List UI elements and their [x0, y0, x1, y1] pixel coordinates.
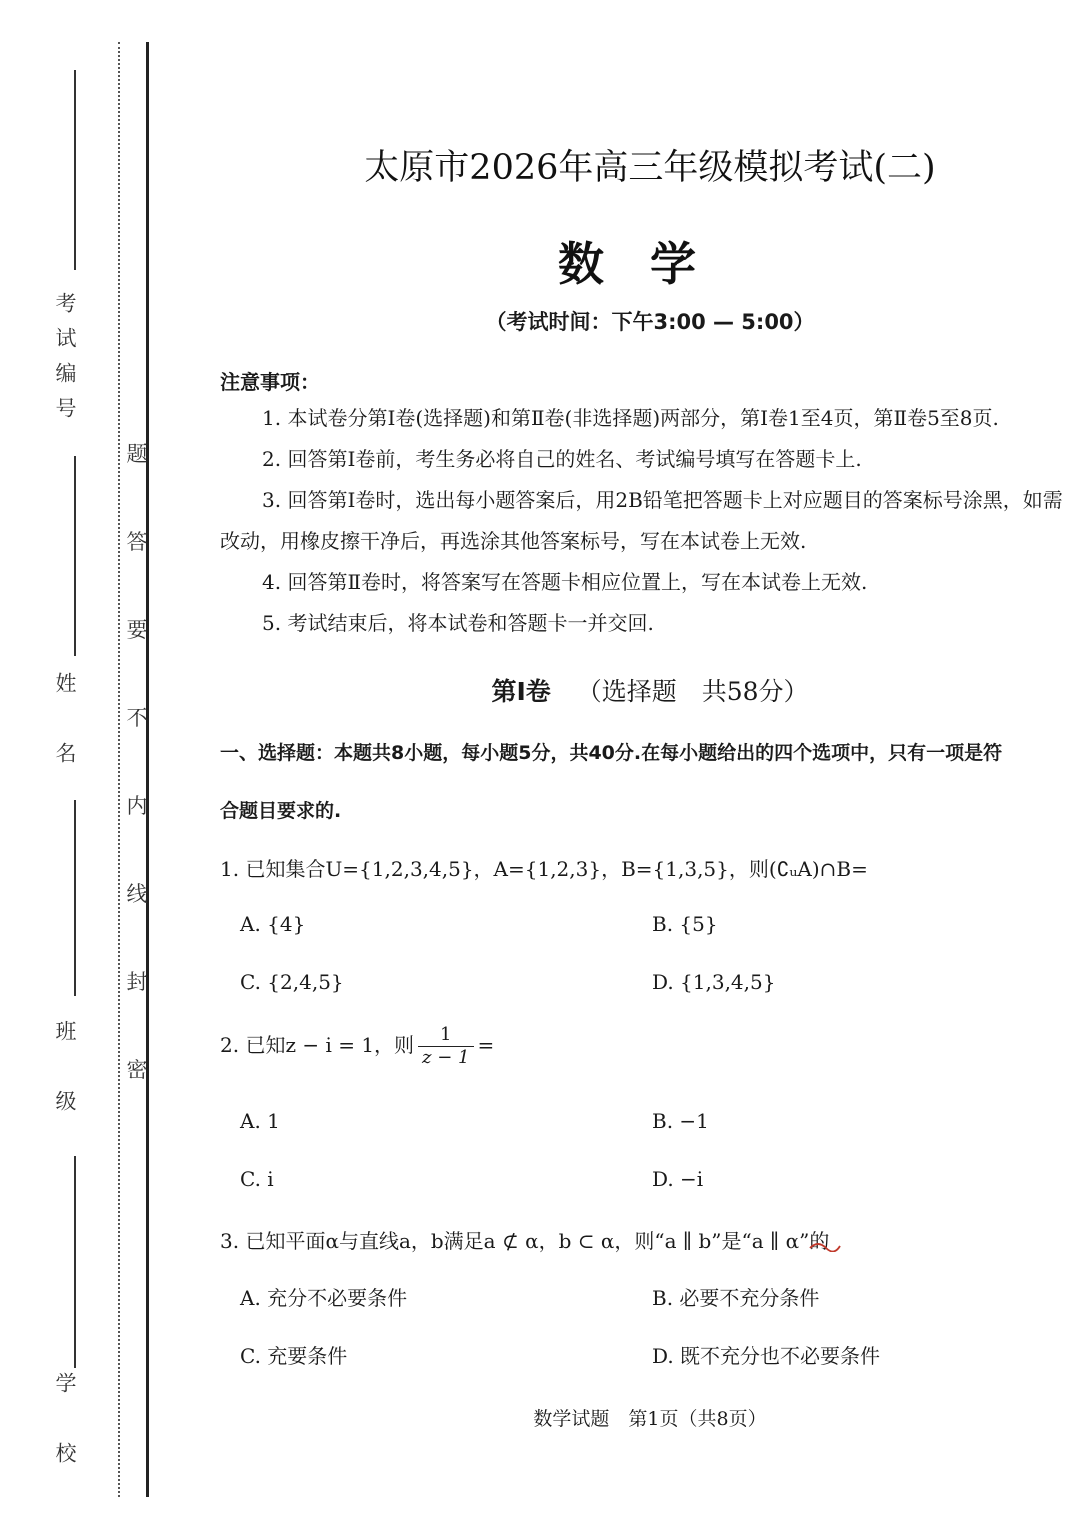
seal-char: 线	[126, 882, 148, 906]
option-d: D. {1,3,4,5}	[652, 970, 776, 994]
part-subtitle: （选择题 共58分）	[576, 677, 809, 706]
seal-char: 要	[126, 618, 148, 642]
question-stem	[220, 1024, 1080, 1069]
option-c: C. 充要条件	[240, 1344, 348, 1368]
option-d: D. −i	[652, 1167, 704, 1191]
class-fill-line	[74, 800, 76, 996]
notice-item: 3. 回答第Ⅰ卷时，选出每小题答案后，用2B铅笔把答题卡上对应题目的答案标号涂黑，如需改动，用橡皮擦干净后，再选涂其他答案标号，写在本试卷上无效.	[220, 488, 1063, 553]
section-intro: 合题目要求的.	[220, 800, 342, 822]
notice-item: 1. 本试卷分第Ⅰ卷(选择题)和第Ⅱ卷(非选择题)两部分，第Ⅰ卷1至4页，第Ⅱ卷5至8页.	[262, 406, 999, 430]
option-a: A. {4}	[240, 912, 306, 936]
page-footer: 数学试题 第1页（共8页）	[533, 1408, 767, 1430]
seal-char: 封	[126, 970, 148, 994]
exam-title: 太原市2026年高三年级模拟考试(二)	[364, 148, 936, 188]
notice-item: 5. 考试结束后，将本试卷和答题卡一并交回.	[262, 611, 654, 635]
exam-number-fill-line	[74, 70, 76, 270]
question-stem-suffix: =	[477, 1033, 495, 1057]
exam-time: （考试时间：下午3:00 — 5:00）	[485, 310, 815, 334]
option-b: B. {5}	[652, 912, 718, 936]
exam-number-label: 考试编号	[53, 292, 77, 432]
notice-heading: 注意事项：	[220, 370, 320, 394]
option-a: A. 充分不必要条件	[240, 1286, 408, 1310]
seal-char: 内	[126, 794, 148, 818]
dotted-cut-line	[118, 42, 120, 1497]
seal-char: 不	[126, 706, 148, 730]
part-label: 第Ⅰ卷	[491, 677, 551, 706]
school-label: 学 校	[53, 1372, 77, 1477]
seal-char: 题	[126, 442, 148, 466]
option-b: B. 必要不充分条件	[652, 1286, 820, 1310]
name-label: 姓 名	[53, 672, 77, 777]
question-stem-prefix: 2. 已知z − i = 1，则	[220, 1033, 415, 1057]
subject-title: 数学	[558, 237, 742, 291]
question-stem: 3. 已知平面α与直线a，b满足a ⊄ α，b ⊂ α，则“a ∥ b”是“a ∥ α”的	[220, 1229, 830, 1253]
option-a: A. 1	[240, 1109, 280, 1133]
binding-border-line	[146, 42, 149, 1497]
seal-char: 密	[126, 1058, 148, 1082]
option-c: C. {2,4,5}	[240, 970, 344, 994]
fraction-numerator: 1	[440, 1024, 452, 1045]
question-stem: 1. 已知集合U={1,2,3,4,5}，A={1,2,3}，B={1,3,5}，则(∁ᵤA)∩B=	[220, 857, 868, 881]
option-b: B. −1	[652, 1109, 709, 1133]
seal-char: 答	[126, 530, 148, 554]
option-d: D. 既不充分也不必要条件	[652, 1344, 881, 1368]
class-label: 班 级	[53, 1020, 77, 1125]
school-fill-line	[74, 1156, 76, 1368]
red-pen-mark	[808, 1236, 842, 1252]
option-c: C. i	[240, 1167, 274, 1191]
notice-item: 4. 回答第Ⅱ卷时，将答案写在答题卡相应位置上，写在本试卷上无效.	[262, 570, 868, 594]
fraction	[418, 1024, 473, 1069]
fraction-denominator: z − 1	[418, 1046, 473, 1069]
name-fill-line	[74, 456, 76, 656]
notice-item: 2. 回答第Ⅰ卷前，考生务必将自己的姓名、考试编号填写在答题卡上.	[262, 447, 862, 471]
part-title	[160, 672, 1080, 708]
section-intro: 一、选择题：本题共8小题，每小题5分，共40分.在每小题给出的四个选项中，只有一项是符	[220, 742, 1003, 764]
